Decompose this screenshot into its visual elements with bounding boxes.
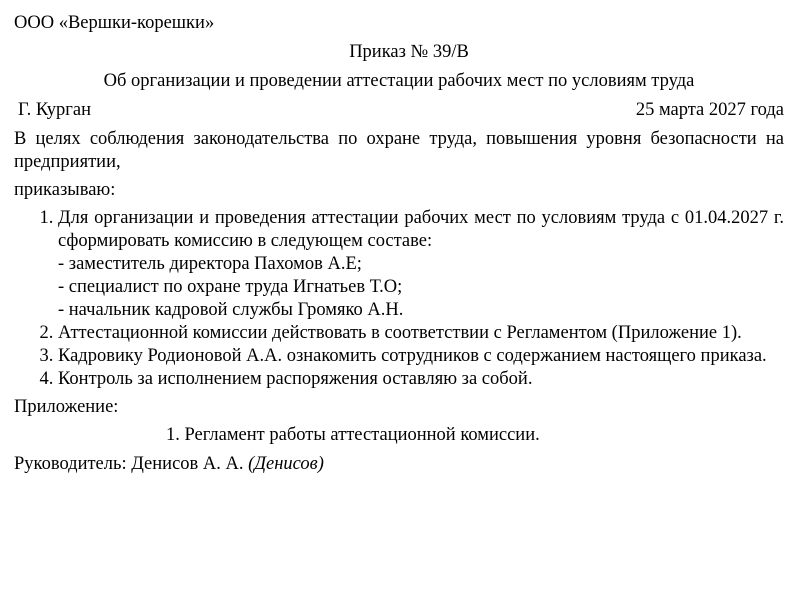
order-item	[58, 322, 784, 345]
order-item	[58, 207, 784, 322]
order-items-list	[14, 207, 784, 391]
appendix-label: Приложение:	[14, 397, 119, 417]
order-item	[58, 345, 784, 368]
order-date: 25 марта 2027 года	[635, 100, 784, 120]
order-document	[14, 12, 784, 476]
appendix-item: 1. Регламент работы аттестационной комиссии.	[166, 425, 540, 445]
commission-member: - заместитель директора Пахомов А.Е;	[58, 254, 362, 274]
order-title: Приказ № 39/В	[349, 42, 469, 62]
order-item	[58, 368, 784, 391]
city: Г. Курган	[18, 100, 92, 120]
order-item-text: Для организации и проведения аттестации рабочих мест по условиям труда с 01.04.2027 г. сформировать комиссию в следующем составе:	[58, 208, 784, 251]
orders-word: приказываю:	[14, 180, 116, 200]
commission-member: - специалист по охране труда Игнатьев Т.О;	[58, 277, 403, 297]
signature-label: Руководитель: Денисов А. А.	[14, 454, 244, 474]
place-date-row	[14, 99, 784, 122]
order-subject: Об организации и проведении аттестации рабочих мест по условиям труда	[103, 71, 695, 91]
signature-line	[14, 453, 784, 476]
preamble: В целях соблюдения законодательства по охране труда, повышения уровня безопасности на предприятии,	[14, 129, 784, 172]
commission-member: - начальник кадровой службы Громяко А.Н.	[58, 300, 404, 320]
signed-name: (Денисов)	[248, 454, 324, 474]
order-item-text: Контроль за исполнением распоряжения оставляю за собой.	[58, 369, 533, 389]
organization-name: ООО «Вершки-корешки»	[14, 13, 215, 33]
order-item-text: Кадровику Родионовой А.А. ознакомить сотрудников с содержанием настоящего приказа.	[58, 346, 767, 366]
order-item-text: Аттестационной комиссии действовать в соответствии с Регламентом (Приложение 1).	[58, 323, 742, 343]
